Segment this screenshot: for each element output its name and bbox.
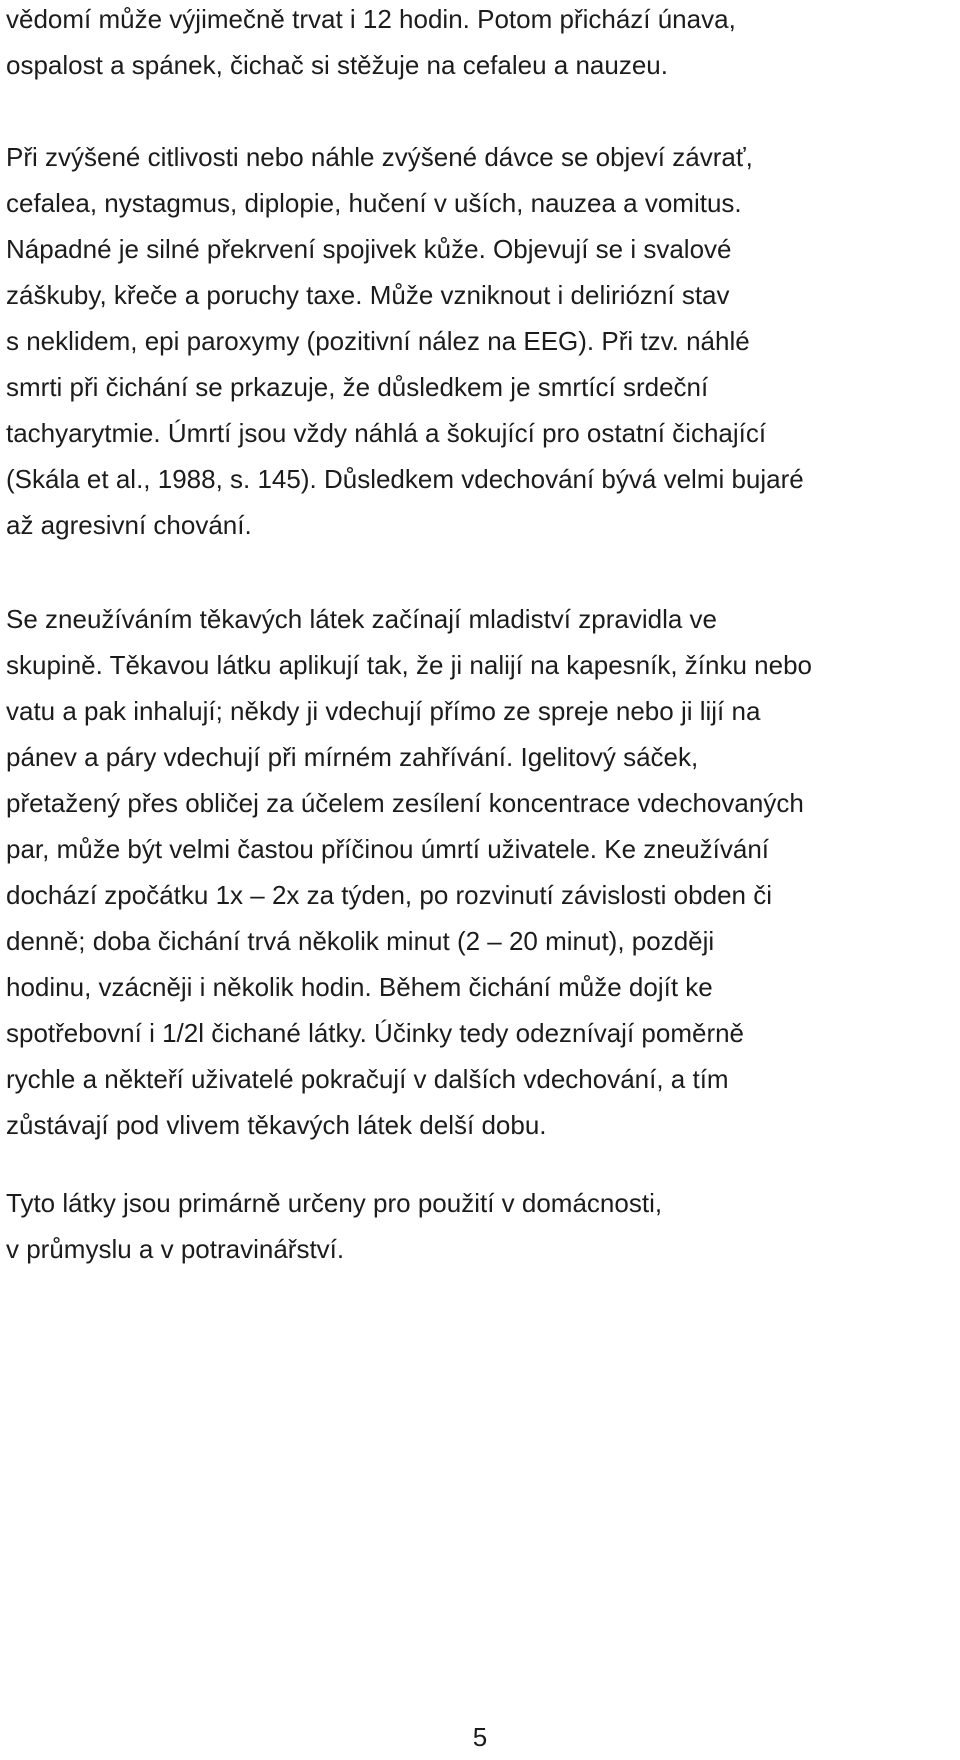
- text-line: pánev a páry vdechují při mírném zahřívání. Igelitový sáček,: [6, 742, 699, 772]
- text-line: s neklidem, epi paroxymy (pozitivní nález na EEG). Při tzv. náhlé: [6, 326, 750, 356]
- text-line: (Skála et al., 1988, s. 145). Důsledkem vdechování bývá velmi bujaré: [6, 464, 804, 494]
- text-line: přetažený přes obličej za účelem zesílení koncentrace vdechovaných: [6, 788, 804, 818]
- text-line: dochází zpočátku 1x – 2x za týden, po rozvinutí závislosti obden či: [6, 880, 772, 910]
- text-line: tachyarytmie. Úmrtí jsou vždy náhlá a šokující pro ostatní čichající: [6, 418, 767, 448]
- text-line: smrti při čichání se prkazuje, že důsledkem je smrtící srdeční: [6, 372, 709, 402]
- text-line: par, může být velmi častou příčinou úmrtí uživatele. Ke zneužívání: [6, 834, 770, 864]
- text-line: v průmyslu a v potravinářství.: [6, 1234, 345, 1264]
- text-line: Se zneužíváním těkavých látek začínají mladiství zpravidla ve: [6, 604, 717, 634]
- paragraph-abuse: [6, 596, 954, 1148]
- text-line: hodinu, vzácněji i několik hodin. Během čichání může dojít ke: [6, 972, 713, 1002]
- text-line: Nápadné je silné překrvení spojivek kůže. Objevují se i svalové: [6, 234, 732, 264]
- page-number: 5: [472, 1722, 488, 1752]
- text-line: ospalost a spánek, čichač si stěžuje na cefaleu a nauzeu.: [6, 50, 668, 80]
- text-line: vědomí může výjimečně trvat i 12 hodin. Potom přichází únava,: [6, 4, 736, 34]
- text-line: rychle a někteří uživatelé pokračují v dalších vdechování, a tím: [6, 1064, 729, 1094]
- text-line: [6, 88, 954, 134]
- text-line: záškuby, křeče a poruchy taxe. Může vzniknout i deliriózní stav: [6, 280, 730, 310]
- text-line: vatu a pak inhalují; někdy ji vdechují přímo ze spreje nebo ji lijí na: [6, 696, 761, 726]
- text-line: skupině. Těkavou látku aplikují tak, že ji nalijí na kapesník, žínku nebo: [6, 650, 812, 680]
- text-line: denně; doba čichání trvá několik minut (2 – 20 minut), později: [6, 926, 715, 956]
- text-line: Při zvýšené citlivosti nebo náhle zvýšené dávce se objeví závrať,: [6, 142, 753, 172]
- text-line: až agresivní chování.: [6, 510, 252, 540]
- paragraph-effects: [6, 0, 954, 548]
- text-line: Tyto látky jsou primárně určeny pro použití v domácnosti,: [6, 1188, 663, 1218]
- paragraph-usage: [6, 1180, 954, 1272]
- text-line: zůstávají pod vlivem těkavých látek delší dobu.: [6, 1110, 547, 1140]
- text-line: spotřebovní i 1/2l čichané látky. Účinky tedy odeznívají poměrně: [6, 1018, 745, 1048]
- text-line: cefalea, nystagmus, diplopie, hučení v uších, nauzea a vomitus.: [6, 188, 742, 218]
